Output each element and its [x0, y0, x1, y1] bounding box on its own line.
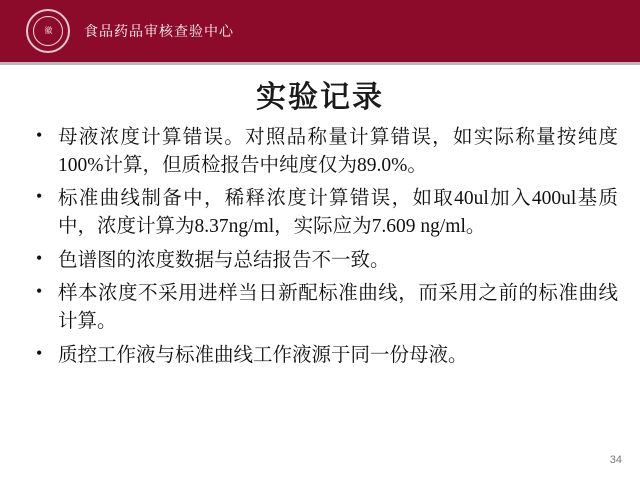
slide-content	[30, 124, 618, 376]
logo-inner-mark: 徽	[33, 16, 63, 46]
organization-name: 食品药品审核查验中心	[84, 23, 234, 39]
list-item: • 质控工作液与标准曲线工作液源于同一份母液。	[30, 342, 618, 370]
list-item: • 母液浓度计算错误。对照品称量计算错误，如实际称量按纯度100%计算，但质检报告中纯度仅为89.0%。	[30, 124, 618, 179]
list-item: • 标准曲线制备中，稀释浓度计算错误，如取40ul加入400ul基质中，浓度计算为8.37ng/ml，实际应为7.609 ng/ml。	[30, 185, 618, 240]
slide-title: 实验记录	[256, 81, 384, 114]
page-number: 34	[609, 454, 622, 466]
header-divider	[0, 62, 640, 65]
bullet-list	[30, 124, 618, 370]
list-item: • 色谱图的浓度数据与总结报告不一致。	[30, 247, 618, 275]
list-item: • 样本浓度不采用进样当日新配标准曲线，而采用之前的标准曲线计算。	[30, 280, 618, 335]
header-bar	[0, 0, 640, 62]
organization-logo-icon	[26, 9, 70, 53]
